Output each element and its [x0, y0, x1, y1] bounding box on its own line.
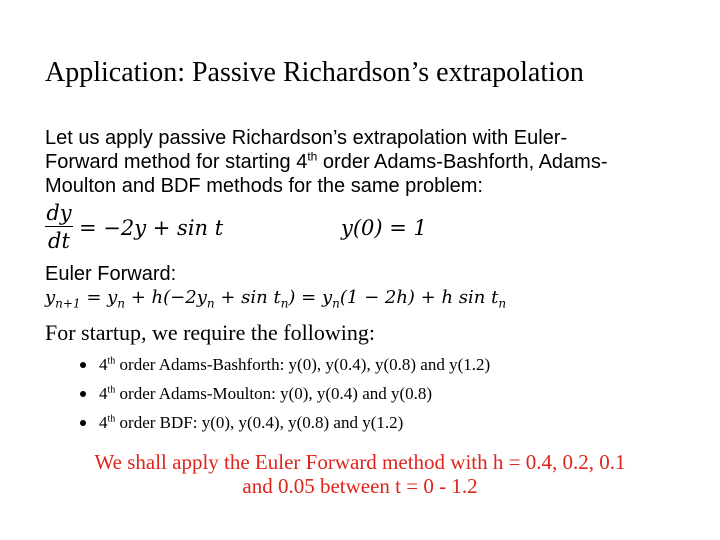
- bullet-icon: [80, 362, 86, 368]
- fraction-denominator: dt: [48, 229, 70, 253]
- list-item: [80, 354, 490, 383]
- euler-forward-label: Euler Forward:: [45, 263, 177, 285]
- fraction-numerator: dy: [46, 201, 72, 225]
- intro-line-2-end: order Adams-Bashforth, Adams-: [317, 151, 608, 173]
- intro-line-1: Let us apply passive Richardson’s extrapolation with Euler-: [45, 127, 568, 149]
- intro-line-3: Moulton and BDF methods for the same problem:: [45, 175, 483, 197]
- eq-part-4: ) = y: [288, 287, 333, 308]
- ode-right-hand-side: = −2y + sin t: [79, 216, 224, 240]
- list-item-text: order Adams-Bashforth: y(0), y(0.4), y(0.8) and y(1.2): [115, 355, 491, 374]
- bullet-icon: [80, 391, 86, 397]
- eq-part-3-subscript: n: [280, 296, 289, 311]
- eq-lhs-subscript: n+1: [55, 296, 81, 311]
- eq-part-2: + h(−2y: [125, 287, 207, 308]
- bullet-icon: [80, 420, 86, 426]
- intro-line-2-start: Forward method for starting 4: [45, 151, 308, 173]
- list-item-number: 4: [99, 384, 108, 403]
- intro-line-2: [45, 150, 705, 174]
- ordinal-superscript: th: [107, 413, 116, 425]
- eq-lhs: y: [45, 287, 56, 308]
- startup-requirements-list: [80, 354, 490, 441]
- eq-part-4-subscript: n: [332, 296, 340, 311]
- derivative-fraction: [45, 200, 73, 255]
- initial-condition: y(0) = 1: [341, 216, 427, 240]
- eq-part-1-subscript: n: [117, 296, 126, 311]
- intro-paragraph: [45, 126, 705, 198]
- step-size-note: [40, 450, 680, 498]
- euler-forward-equation: [45, 286, 506, 310]
- note-line-1: We shall apply the Euler Forward method with h = 0.4, 0.2, 0.1: [94, 450, 626, 474]
- ordinal-superscript: th: [107, 384, 116, 396]
- eq-part-1: = y: [80, 287, 118, 308]
- eq-part-3: + sin t: [214, 287, 281, 308]
- eq-part-5-subscript: n: [498, 296, 507, 311]
- slide-title: Application: Passive Richardson’s extrapolation: [45, 57, 584, 88]
- list-item: [80, 383, 490, 412]
- eq-part-5: (1 − 2h) + h sin t: [339, 287, 499, 308]
- list-item-text: order Adams-Moulton: y(0), y(0.4) and y(0.8): [115, 384, 433, 403]
- note-line-2: and 0.05 between t = 0 - 1.2: [242, 474, 478, 498]
- list-item: [80, 412, 490, 441]
- startup-text: For startup, we require the following:: [45, 320, 375, 345]
- list-item-text: order BDF: y(0), y(0.4), y(0.8) and y(1.2): [115, 413, 404, 432]
- ordinal-superscript: th: [307, 149, 318, 164]
- eq-part-2-subscript: n: [206, 296, 215, 311]
- list-item-number: 4: [99, 413, 108, 432]
- ordinal-superscript: th: [107, 355, 116, 367]
- list-item-number: 4: [99, 355, 108, 374]
